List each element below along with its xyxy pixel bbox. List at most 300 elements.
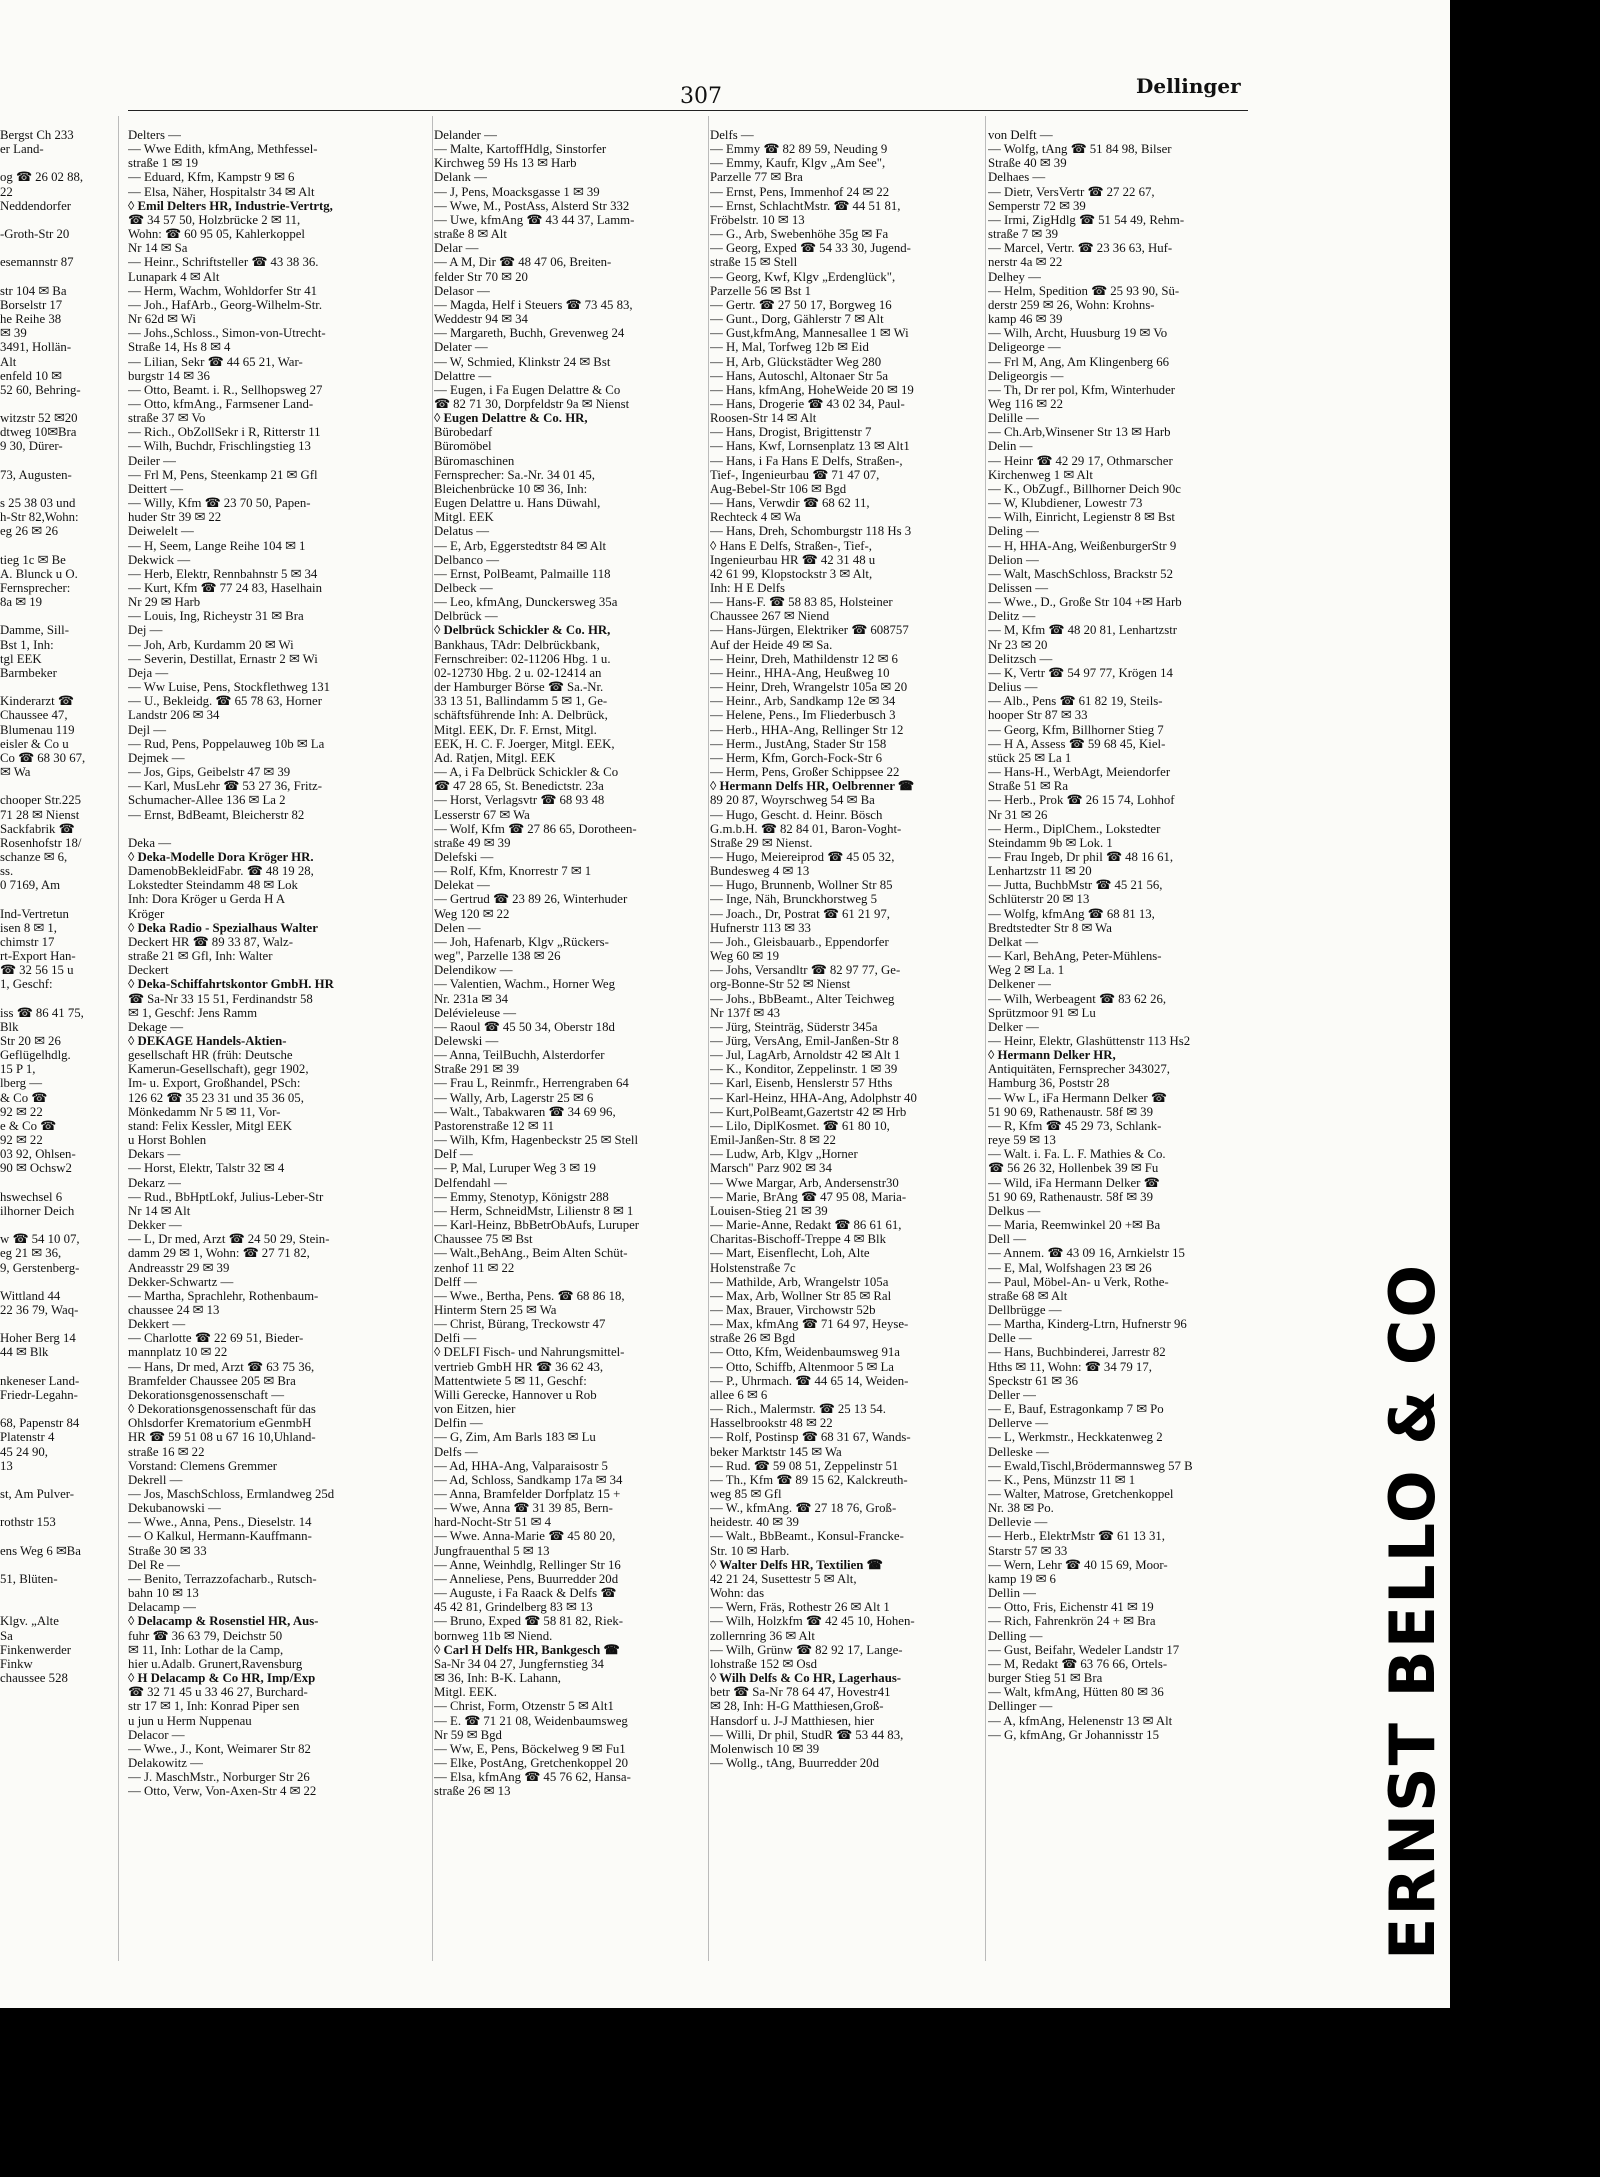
directory-line: DamenobBekleidFabr. ☎ 48 19 28, xyxy=(128,864,314,879)
directory-line: ◊ Delbrück Schickler & Co. HR, xyxy=(434,623,611,638)
directory-line: — Elsa, kfmAng ☎ 45 76 62, Hansa- xyxy=(434,1770,631,1785)
directory-line: enfeld 10 ✉ xyxy=(0,368,62,383)
directory-line: — Anneliese, Pens, Buurredder 20d xyxy=(434,1571,619,1586)
directory-line: — Wilh, Grünw ☎ 82 92 17, Lange- xyxy=(710,1642,903,1657)
directory-line: — Charlotte ☎ 22 69 51, Bieder- xyxy=(128,1331,304,1346)
directory-line: Delbrück — xyxy=(434,609,498,624)
directory-line: — Marie-Anne, Redakt ☎ 86 61 61, xyxy=(710,1218,902,1233)
directory-line: Nr 29 ✉ Harb xyxy=(128,595,201,610)
directory-line: Deka — xyxy=(128,835,171,850)
directory-line: Bundesweg 4 ✉ 13 xyxy=(710,864,810,879)
directory-line xyxy=(128,822,432,836)
directory-line: — Walt., Tabakwaren ☎ 34 69 96, xyxy=(434,1104,616,1119)
directory-line: — Wwe Edith, kfmAng, Methfessel- xyxy=(128,142,318,157)
directory-line: Deckert HR ☎ 89 33 87, Walz- xyxy=(128,934,293,949)
directory-line: weg 85 ✉ Gfl xyxy=(710,1487,782,1501)
directory-line: 92 ✉ 22 xyxy=(0,1133,43,1148)
directory-line: — Walt. i. Fa. L. F. Mathies & Co. xyxy=(988,1147,1166,1162)
directory-line: — Hans-H., WerbAgt, Meiendorfer xyxy=(988,765,1171,780)
directory-line: Straße 30 ✉ 33 xyxy=(128,1543,207,1558)
directory-line: — Hans, i Fa Hans E Delfs, Straßen-, xyxy=(710,453,903,468)
directory-line: — Heinr, Dreh, Mathildenstr 12 ✉ 6 xyxy=(710,651,898,666)
directory-line: Dekubanowski — xyxy=(128,1501,221,1516)
directory-line: Ind-Vertretun xyxy=(0,906,69,921)
directory-line: — Heinr., HHA-Ang, Heußweg 10 xyxy=(710,665,890,680)
directory-line: Dej — xyxy=(128,623,163,638)
directory-line: Bürobedarf xyxy=(434,425,493,440)
directory-line xyxy=(0,680,104,694)
directory-line: kamp 19 ✉ 6 xyxy=(988,1571,1056,1586)
directory-line: vertrieb GmbH HR ☎ 36 62 43, xyxy=(434,1359,604,1374)
directory-line: — Lilian, Sekr ☎ 44 65 21, War- xyxy=(128,354,303,369)
directory-line: Bergst Ch 233 xyxy=(0,128,74,142)
directory-line: Weg 116 ✉ 22 xyxy=(988,396,1063,411)
directory-line: — O Kalkul, Hermann-Kauffmann- xyxy=(128,1529,312,1544)
directory-line xyxy=(0,1600,104,1614)
directory-line: 51 90 69, Rathenaustr. 58f ✉ 39 xyxy=(988,1104,1153,1119)
directory-line: Deller — xyxy=(988,1387,1036,1402)
directory-line: — Hans, Buchbinderei, Jarrestr 82 xyxy=(988,1345,1166,1360)
directory-line: Rosenhofstr 18/ xyxy=(0,835,82,850)
directory-line: Kirchweg 59 Hs 13 ✉ Harb xyxy=(434,156,577,171)
directory-line: Büromaschinen xyxy=(434,453,515,468)
directory-line: — Kurt, Kfm ☎ 77 24 83, Haselhain xyxy=(128,581,323,595)
directory-line: — Mart, Eisenflecht, Loh, Alte xyxy=(710,1246,870,1261)
directory-line: — Walt.,BehAng., Beim Alten Schüt- xyxy=(434,1246,628,1261)
directory-line: ◊ Delacamp & Rosenstiel HR, Aus- xyxy=(128,1614,319,1629)
directory-line: eg 21 ✉ 36, xyxy=(0,1246,62,1261)
directory-line: Nr. 38 ✉ Po. xyxy=(988,1501,1054,1516)
directory-line: Andreasstr 29 ✉ 39 xyxy=(128,1260,230,1275)
directory-line: 22 36 79, Waq- xyxy=(0,1302,79,1317)
directory-line: Parzelle 77 ✉ Bra xyxy=(710,170,803,185)
directory-line: — Herm, SchneidMstr, Lilienstr 8 ✉ 1 xyxy=(434,1203,634,1218)
directory-line xyxy=(0,397,104,411)
directory-line: Delion — xyxy=(988,552,1039,567)
directory-line: Dekker — xyxy=(128,1218,182,1233)
directory-line: tgl EEK xyxy=(0,651,42,666)
directory-line xyxy=(0,1501,104,1515)
directory-line: — Joh., HafArb., Georg-Wilhelm-Str. xyxy=(128,297,323,312)
bleed-through-strip xyxy=(1375,0,1450,2008)
directory-line: Delkus — xyxy=(988,1203,1041,1218)
directory-line: 0 7169, Am xyxy=(0,878,61,893)
directory-line: ☎ 34 57 50, Holzbrücke 2 ✉ 11, xyxy=(128,212,301,227)
directory-line: hier u.Adalb. Grunert,Ravensburg xyxy=(128,1656,303,1671)
directory-line: Straße 29 ✉ Nienst. xyxy=(710,835,813,850)
directory-line: — Leo, kfmAng, Dunckersweg 35a xyxy=(434,595,618,610)
directory-line: Bst 1, Inh: xyxy=(0,637,54,652)
column-left-fragment xyxy=(0,128,104,1685)
directory-line: ◊ Eugen Delattre & Co. HR, xyxy=(434,411,588,426)
directory-line: Kröger xyxy=(128,906,165,921)
directory-line: — Otto, Fris, Eichenstr 41 ✉ 19 xyxy=(988,1600,1154,1615)
directory-line: Delen — xyxy=(434,920,481,935)
directory-line: Im- u. Export, Großhandel, PSch: xyxy=(128,1076,301,1091)
directory-line: 42 61 99, Klopstockstr 3 ✉ Alt, xyxy=(710,566,873,581)
directory-line: Lenhartzstr 11 ✉ 20 xyxy=(988,864,1092,879)
directory-line: — Johs., BbBeamt., Alter Teichweg xyxy=(710,991,895,1006)
directory-line: Str. 10 ✉ Harb. xyxy=(710,1543,790,1558)
directory-line: — Jul, LagArb, Arnoldstr 42 ✉ Alt 1 xyxy=(710,1048,901,1063)
directory-line: 9, Gerstenberg- xyxy=(0,1260,80,1275)
directory-line: — Herb., ElektrMstr ☎ 61 13 31, xyxy=(988,1529,1165,1544)
directory-line: 89 20 87, Woyrschweg 54 ✉ Ba xyxy=(710,793,875,808)
directory-line: — Hugo, Gescht. d. Heinr. Bösch xyxy=(710,807,883,822)
directory-line: 92 ✉ 22 xyxy=(0,1104,43,1119)
directory-line: — Otto, Schiffb, Altenmoor 5 ✉ La xyxy=(710,1359,894,1374)
column-divider xyxy=(708,116,709,1961)
directory-line: Deja — xyxy=(128,665,169,680)
directory-line: chaussee 528 xyxy=(0,1671,68,1686)
directory-line: Delewski — xyxy=(434,1034,499,1048)
directory-line: — Hans, Dr med, Arzt ☎ 63 75 36, xyxy=(128,1359,315,1374)
directory-line: zollernring 36 ✉ Alt xyxy=(710,1628,815,1643)
directory-line: — W, Schmied, Klinkstr 24 ✉ Bst xyxy=(434,354,611,369)
directory-line: — Wolfg, tAng ☎ 51 84 98, Bilser xyxy=(988,142,1172,157)
directory-line: Straße 51 ✉ Ra xyxy=(988,779,1069,794)
directory-line: Dellerve — xyxy=(988,1416,1049,1431)
directory-line: — E, Bauf, Estragonkamp 7 ✉ Po xyxy=(988,1402,1164,1417)
directory-line: allee 6 ✉ 6 xyxy=(710,1387,768,1402)
directory-line: Büromöbel xyxy=(434,439,492,454)
directory-line: — Rud, Pens, Poppelauweg 10b ✉ La xyxy=(128,736,325,751)
directory-line: — Karl, BehAng, Peter-Mühlens- xyxy=(988,949,1162,964)
directory-line: Delille — xyxy=(988,411,1039,426)
directory-line: Ad. Ratjen, Mitgl. EEK xyxy=(434,750,556,765)
directory-line xyxy=(0,454,104,468)
directory-line: chaussee 24 ✉ 13 xyxy=(128,1302,220,1317)
directory-line: — L, Werkmstr., Heckkatenweg 2 xyxy=(988,1430,1163,1445)
directory-line: — U., Bekleidg. ☎ 65 78 63, Horner xyxy=(128,694,323,709)
directory-line xyxy=(0,1218,104,1232)
directory-line: — Wwe., Bertha, Pens. ☎ 68 86 18, xyxy=(434,1288,625,1303)
directory-line: 3491, Hollän- xyxy=(0,340,72,355)
directory-line: Dellinger — xyxy=(988,1699,1053,1714)
directory-line: — Hans, Dreh, Schomburgstr 118 Hs 3 xyxy=(710,524,912,539)
directory-line: 22 xyxy=(0,184,13,199)
directory-line: Fernschreiber: 02-11206 Hbg. 1 u. xyxy=(434,651,611,666)
directory-line: Roosen-Str 14 ✉ Alt xyxy=(710,411,817,426)
directory-line: Nr 14 ✉ Sa xyxy=(128,241,188,256)
directory-line: Sackfabrik ☎ xyxy=(0,821,75,836)
directory-line: — Wollg., tAng, Buurredder 20d xyxy=(710,1755,879,1770)
directory-line: — Herm., DiplChem., Lokstedter xyxy=(988,821,1161,836)
directory-line: — Th, Dr rer pol, Kfm, Winterhuder xyxy=(988,382,1176,397)
directory-line: ◊ Carl H Delfs HR, Bankgesch ☎ xyxy=(434,1642,620,1657)
directory-line: rt-Export Han- xyxy=(0,949,76,964)
directory-line: — Benito, Terrazzofacharb., Rutsch- xyxy=(128,1571,317,1586)
directory-line: Willi Gerecke, Hannover u Rob xyxy=(434,1387,597,1402)
directory-line: — Herm, Kfm, Gorch-Fock-Str 6 xyxy=(710,750,883,765)
directory-line: — Johs, Versandltr ☎ 82 97 77, Ge- xyxy=(710,963,901,978)
directory-line: hswechsel 6 xyxy=(0,1189,63,1204)
directory-line: Kamerun-Gesellschaft), gegr 1902, xyxy=(128,1062,309,1077)
directory-line: — Gunt., Dorg, Gählerstr 7 ✉ Alt xyxy=(710,312,884,327)
directory-line: ◊ Deka Radio - Spezialhaus Walter xyxy=(128,920,318,935)
directory-line: ◊ DEKAGE Handels-Aktien- xyxy=(128,1034,287,1048)
directory-line: Dellin — xyxy=(988,1586,1036,1601)
directory-line: Steindamm 9b ✉ Lok. 1 xyxy=(988,835,1113,850)
directory-line: — Th., Kfm ☎ 89 15 62, Kalckreuth- xyxy=(710,1472,908,1487)
directory-line: — Anna, Bramfelder Dorfplatz 15 + xyxy=(434,1487,621,1501)
directory-line: ✉ 28, Inh: H-G Matthiesen,Groß- xyxy=(710,1699,884,1714)
directory-line: Lesserstr 67 ✉ Wa xyxy=(434,807,530,822)
directory-line: h-Str 82,Wohn: xyxy=(0,510,79,525)
directory-line: reye 59 ✉ 13 xyxy=(988,1133,1056,1148)
directory-line: — G, Zim, Am Barls 183 ✉ Lu xyxy=(434,1430,596,1445)
directory-line: — Wilh, Werbeagent ☎ 83 62 26, xyxy=(988,991,1167,1006)
directory-line: EEK, H. C. F. Joerger, Mitgl. EEK, xyxy=(434,736,615,751)
directory-line: — W, Klubdiener, Lowestr 73 xyxy=(988,496,1143,511)
directory-line: — Dietr, VersVertr ☎ 27 22 67, xyxy=(988,184,1155,199)
directory-line: — Wilh, Archt, Huusburg 19 ✉ Vo xyxy=(988,326,1168,341)
directory-line: Geflügelhdlg. xyxy=(0,1048,71,1063)
directory-line: — Ernst, BdBeamt, Bleicherstr 82 xyxy=(128,807,305,822)
directory-line: str 17 ✉ 1, Inh: Konrad Piper sen xyxy=(128,1699,300,1714)
directory-line: ☎ Sa-Nr 33 15 51, Ferdinandstr 58 xyxy=(128,991,313,1006)
directory-line: witzstr 52 ✉20 xyxy=(0,411,78,426)
directory-line: 03 92, Ohlsen- xyxy=(0,1147,76,1162)
directory-line: w ☎ 54 10 07, xyxy=(0,1232,80,1247)
directory-line: isen 8 ✉ 1, xyxy=(0,920,57,935)
directory-line: — G., Arb, Swebenhöhe 35g ✉ Fa xyxy=(710,227,889,242)
directory-line: chooper Str.225 xyxy=(0,793,82,808)
directory-line: Delank — xyxy=(434,170,487,185)
directory-line: — Wwe Margar, Arb, Andersenstr30 xyxy=(710,1175,899,1190)
directory-line: — Severin, Destillat, Ernastr 2 ✉ Wi xyxy=(128,651,318,666)
directory-line: Delendikow — xyxy=(434,963,513,978)
directory-line: — Wolf, Kfm ☎ 27 86 65, Dorotheen- xyxy=(434,821,637,836)
directory-line: Delfendahl — xyxy=(434,1175,507,1190)
directory-line: 9 30, Dürer- xyxy=(0,439,63,454)
directory-line: gesellschaft HR (früh: Deutsche xyxy=(128,1048,293,1063)
directory-line: Eugen Delattre u. Hans Düwahl, xyxy=(434,496,601,511)
directory-line: 44 ✉ Blk xyxy=(0,1345,49,1360)
directory-line: Delbanco — xyxy=(434,552,500,567)
directory-line: 51 90 69, Rathenaustr. 58f ✉ 39 xyxy=(988,1189,1153,1204)
directory-line: Delévieleuse — xyxy=(434,1005,517,1020)
directory-line: straße 26 ✉ Bgd xyxy=(710,1331,796,1346)
directory-line: — Emmy, Stenotyp, Königstr 288 xyxy=(434,1189,609,1204)
directory-line: — Rud. ☎ 59 08 51, Zeppelinstr 51 xyxy=(710,1458,899,1473)
directory-line: Damme, Sill- xyxy=(0,623,69,638)
directory-line: Dell — xyxy=(988,1232,1027,1247)
directory-line: — Heinr, Elektr, Glashüttenstr 113 Hs2 xyxy=(988,1034,1191,1048)
directory-line: 51, Blüten- xyxy=(0,1571,58,1586)
directory-line: straße 1 ✉ 19 xyxy=(128,156,199,171)
directory-line: Del Re — xyxy=(128,1557,180,1572)
directory-line: ss. xyxy=(0,864,14,879)
directory-line: Borselstr 17 xyxy=(0,297,63,312)
directory-line: — Ad, HHA-Ang, Valparaisostr 5 xyxy=(434,1458,608,1473)
directory-line: — Ad, Schloss, Sandkamp 17a ✉ 34 xyxy=(434,1472,623,1487)
directory-line: — Herm., JustAng, Stader Str 158 xyxy=(710,736,887,751)
directory-line: — Ch.Arb,Winsener Str 13 ✉ Harb xyxy=(988,425,1171,440)
directory-line: — Otto, Verw, Von-Axen-Str 4 ✉ 22 xyxy=(128,1784,317,1799)
directory-line: 13 xyxy=(0,1458,13,1473)
directory-line: Dejl — xyxy=(128,722,167,737)
directory-line: Hamburg 36, Poststr 28 xyxy=(988,1076,1110,1091)
directory-line: Bredtstedter Str 8 ✉ Wa xyxy=(988,920,1112,935)
directory-line: 52 60, Behring- xyxy=(0,382,81,397)
directory-line: von Delft — xyxy=(988,128,1053,142)
directory-line: Parzelle 56 ✉ Bst 1 xyxy=(710,283,811,298)
directory-line: straße 68 ✉ Alt xyxy=(988,1288,1068,1303)
directory-line: — Hans, Verwdir ☎ 68 62 11, xyxy=(710,496,870,511)
directory-line: straße 16 ✉ 22 xyxy=(128,1444,205,1459)
directory-line: — Lilo, DiplKosmet. ☎ 61 80 10, xyxy=(710,1118,890,1133)
directory-line: — Marie, BrAng ☎ 47 95 08, Maria- xyxy=(710,1189,907,1204)
directory-line: Rechteck 4 ✉ Wa xyxy=(710,510,801,525)
directory-line xyxy=(0,779,104,793)
directory-line: Delater — xyxy=(434,340,488,355)
directory-line: Delitzsch — xyxy=(988,651,1053,666)
directory-line: — Emmy, Kaufr, Klgv „Am See", xyxy=(710,156,886,171)
directory-line: — Ernst, PolBeamt, Palmaille 118 xyxy=(434,566,611,581)
directory-line: Hinterm Stern 25 ✉ Wa xyxy=(434,1302,557,1317)
directory-line: Wohn: ☎ 60 95 05, Kahlerkoppel xyxy=(128,227,305,242)
directory-line: — Elsa, Näher, Hospitalstr 34 ✉ Alt xyxy=(128,184,315,199)
directory-line: — M, Kfm ☎ 48 20 81, Lenhartzstr xyxy=(988,623,1178,638)
directory-line: — Karl-Heinz, BbBetrObAufs, Luruper xyxy=(434,1218,640,1233)
directory-line: — Maria, Reemwinkel 20 +✉ Ba xyxy=(988,1218,1161,1233)
directory-line xyxy=(0,482,104,496)
directory-line: Fröbelstr. 10 ✉ 13 xyxy=(710,212,805,227)
directory-line: — Joh, Arb, Kurdamm 20 ✉ Wi xyxy=(128,637,294,652)
directory-line: — Valentien, Wachm., Horner Weg xyxy=(434,977,615,992)
directory-line: ◊ H Delacamp & Co HR, Imp/Exp xyxy=(128,1671,316,1686)
directory-line: Landstr 206 ✉ 34 xyxy=(128,708,220,723)
directory-line: Hasselbrookstr 48 ✉ 22 xyxy=(710,1416,833,1431)
directory-line: Pastorenstraße 12 ✉ 11 xyxy=(434,1118,555,1133)
directory-line: ◊ Dekorationsgenossenschaft für das xyxy=(128,1402,316,1417)
directory-line: Str 20 ✉ 26 xyxy=(0,1034,61,1048)
directory-line: Hoher Berg 14 xyxy=(0,1331,76,1346)
directory-line: — R, Kfm ☎ 45 29 73, Schlank- xyxy=(988,1118,1162,1133)
directory-line: — Wally, Arb, Lagerstr 25 ✉ 6 xyxy=(434,1090,594,1105)
directory-line: Straße 14, Hs 8 ✉ 4 xyxy=(128,340,231,355)
directory-line: Antiquitäten, Fernsprecher 343027, xyxy=(988,1062,1170,1077)
directory-line: Dekarz — xyxy=(128,1175,181,1190)
directory-line: — Martha, Sprachlehr, Rothenbaum- xyxy=(128,1288,319,1303)
directory-line: — Elke, PostAng, Gretchenkoppel 20 xyxy=(434,1755,629,1770)
directory-line: Semperstr 72 ✉ 39 xyxy=(988,198,1086,213)
directory-line: esemannstr 87 xyxy=(0,255,74,270)
directory-line: — Christ, Bürang, Treckowstr 47 xyxy=(434,1317,606,1332)
directory-line: schanze ✉ 6, xyxy=(0,849,68,864)
directory-line: beker Marktstr 145 ✉ Wa xyxy=(710,1444,842,1459)
directory-line: Friedr-Legahn- xyxy=(0,1387,78,1402)
directory-line: — Joh., Gleisbauarb., Eppendorfer xyxy=(710,934,889,949)
directory-line: ☎ 82 71 30, Dorpfeldstr 9a ✉ Nienst xyxy=(434,396,630,411)
directory-line: Fernsprecher: Sa.-Nr. 34 01 45, xyxy=(434,467,595,482)
directory-line: Barmbeker xyxy=(0,665,57,680)
directory-line: ✉ 11, Inh: Lothar de la Camp, xyxy=(128,1642,284,1657)
column-delander-to-delfs xyxy=(434,128,707,1798)
directory-line: og ☎ 26 02 88, xyxy=(0,170,84,185)
directory-line: — Ernst, SchlachtMstr. ☎ 44 51 81, xyxy=(710,198,901,213)
directory-line: — Margareth, Buchh, Grevenweg 24 xyxy=(434,326,625,341)
directory-line: Blk xyxy=(0,1019,19,1034)
directory-line: Delacor — xyxy=(128,1727,185,1742)
directory-line xyxy=(0,1360,104,1374)
directory-line: — Horst, Verlagsvtr ☎ 68 93 48 xyxy=(434,793,605,808)
directory-line: — Herm, Pens, Großer Schippsee 22 xyxy=(710,765,900,780)
directory-line: — K., Konditor, Zeppelinstr. 1 ✉ 39 xyxy=(710,1062,898,1077)
directory-line: stück 25 ✉ La 1 xyxy=(988,750,1072,765)
directory-line: Wittland 44 xyxy=(0,1288,61,1303)
directory-line: Dellevie — xyxy=(988,1515,1048,1530)
directory-line: — Wern, Lehr ☎ 40 15 69, Moor- xyxy=(988,1557,1168,1572)
column-divider xyxy=(985,116,986,1961)
directory-line: betr ☎ Sa-Nr 78 64 47, Hovestr41 xyxy=(710,1685,891,1700)
directory-line: — Karl-Heinz, HHA-Ang, Adolphstr 40 xyxy=(710,1090,917,1105)
directory-line: — Karl, MusLehr ☎ 53 27 36, Fritz- xyxy=(128,779,323,794)
directory-line: Deligeorgis — xyxy=(988,368,1064,383)
directory-line: Bramfelder Chaussee 205 ✉ Bra xyxy=(128,1373,296,1388)
directory-line: — Joach., Dr, Postrat ☎ 61 21 97, xyxy=(710,906,890,921)
directory-line: — Louis, Ing, Richeystr 31 ✉ Bra xyxy=(128,609,304,624)
column-delters-to-delakowitz xyxy=(128,128,432,1798)
directory-line: — Frl M, Pens, Steenkamp 21 ✉ Gfl xyxy=(128,467,318,482)
directory-line: tieg 1c ✉ Be xyxy=(0,552,66,567)
directory-line: ◊ Deka-Schiffahrtskontor GmbH. HR xyxy=(128,977,334,992)
directory-line: ✉ 36, Inh: B-K. Lahann, xyxy=(434,1671,561,1686)
directory-line: Delfin — xyxy=(434,1416,483,1431)
directory-line: Fernsprecher: xyxy=(0,581,71,595)
directory-line: Holstenstraße 7c xyxy=(710,1260,796,1275)
directory-line: hooper Str 87 ✉ 33 xyxy=(988,708,1088,723)
directory-line: Delattre — xyxy=(434,368,492,383)
directory-line: — Auguste, i Fa Raack & Delfs ☎ xyxy=(434,1586,617,1601)
directory-line: — Magda, Helf i Steuers ☎ 73 45 83, xyxy=(434,297,633,312)
directory-line: — Heinr ☎ 42 29 17, Othmarscher xyxy=(988,453,1173,468)
directory-line: heidestr. 40 ✉ 39 xyxy=(710,1515,799,1530)
directory-line: Delhey — xyxy=(988,269,1041,284)
directory-line: — K., ObZugf., Billhorner Deich 90c xyxy=(988,481,1181,496)
column-divider xyxy=(432,116,433,1961)
directory-line: Dejmek — xyxy=(128,750,185,765)
directory-line: lohstraße 152 ✉ Osd xyxy=(710,1656,818,1671)
directory-line: — Christ, Form, Otzenstr 5 ✉ Alt1 xyxy=(434,1699,614,1714)
directory-line: Hths ✉ 11, Wohn: ☎ 34 79 17, xyxy=(988,1359,1152,1374)
directory-line: — Herb., HHA-Ang, Rellinger Str 12 xyxy=(710,722,904,737)
directory-line: — Ww, E, Pens, Böckelweg 9 ✉ Fu1 xyxy=(434,1741,626,1756)
directory-line: Delissen — xyxy=(988,581,1049,595)
directory-line: Delefski — xyxy=(434,849,494,864)
directory-line: Nr 137f ✉ 43 xyxy=(710,1005,781,1020)
directory-line: — Emmy ☎ 82 89 59, Neuding 9 xyxy=(710,142,888,157)
directory-line: Ingenieurbau HR ☎ 42 31 48 u xyxy=(710,552,876,567)
directory-line: Chaussee 75 ✉ Bst xyxy=(434,1232,533,1247)
directory-line: — H, Mal, Torfweg 12b ✉ Eid xyxy=(710,340,869,355)
directory-line xyxy=(0,892,104,906)
directory-line: Ohlsdorfer Krematorium eGenmbH xyxy=(128,1416,312,1431)
directory-line: — W., kfmAng. ☎ 27 18 76, Groß- xyxy=(710,1501,897,1516)
directory-line: — A M, Dir ☎ 48 47 06, Breiten- xyxy=(434,255,612,270)
directory-line: weg", Parzelle 138 ✉ 26 xyxy=(434,949,561,964)
directory-line xyxy=(0,539,104,553)
directory-line: — E. ☎ 71 21 08, Weidenbaumsweg xyxy=(434,1713,628,1728)
directory-line: ◊ Hermann Delker HR, xyxy=(988,1048,1116,1063)
directory-line: — E, Mal, Wolfshagen 23 ✉ 26 xyxy=(988,1260,1152,1275)
directory-line: G.m.b.H. ☎ 82 84 01, Baron-Voght- xyxy=(710,821,902,836)
directory-line: Sa xyxy=(0,1628,13,1643)
directory-line: — Ernst, Pens, Immenhof 24 ✉ 22 xyxy=(710,184,890,199)
directory-line: Co ☎ 68 30 67, xyxy=(0,750,86,765)
directory-line: Chaussee 267 ✉ Niend xyxy=(710,609,830,624)
